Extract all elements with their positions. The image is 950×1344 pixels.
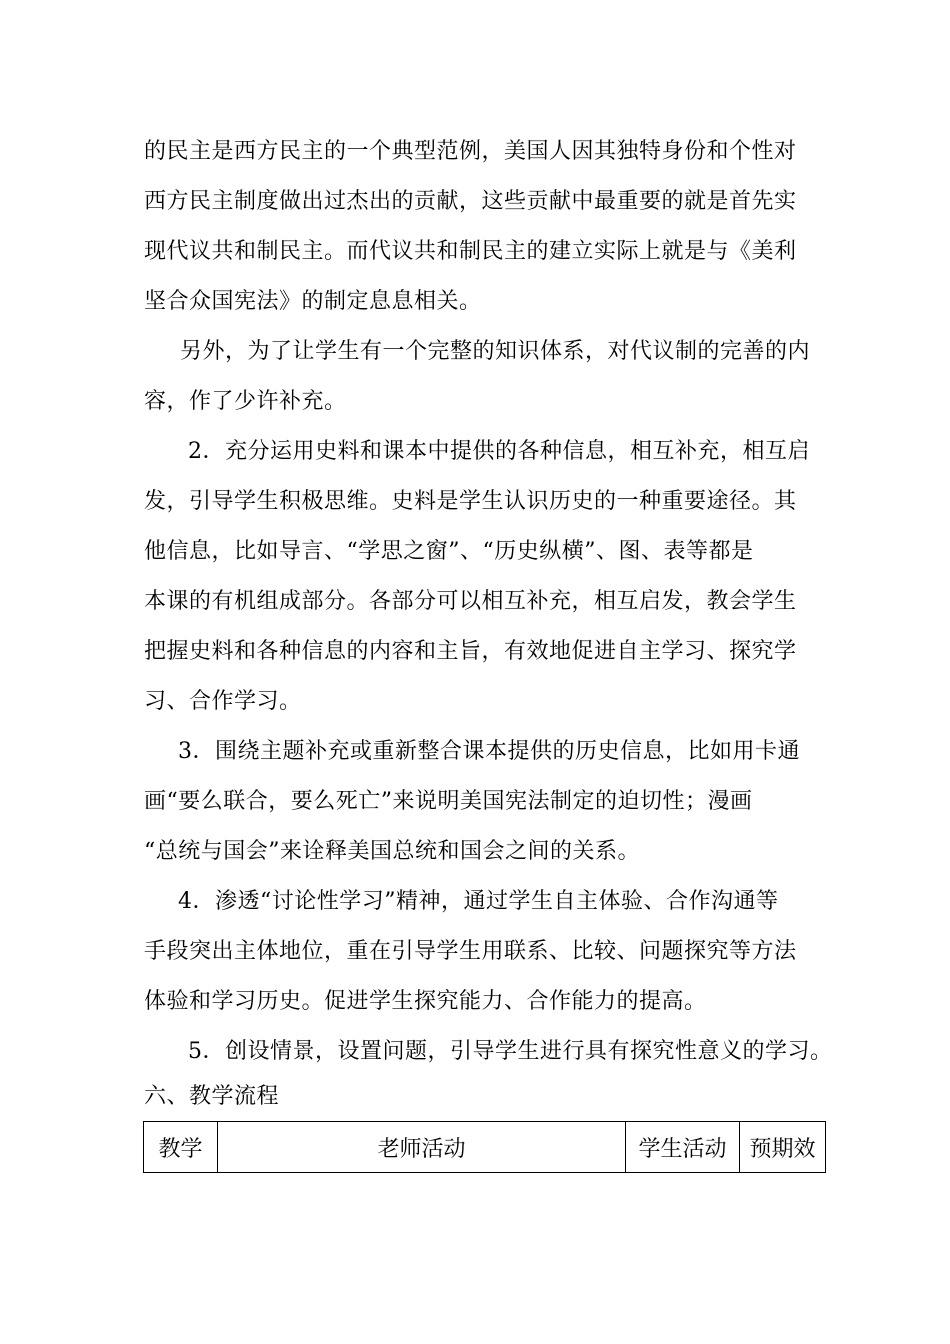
table-header-cell: 学生活动 — [626, 1122, 740, 1173]
text-line: 本课的有机组成部分。各部分可以相互补充，相互启发，教会学生 — [144, 589, 797, 614]
text-line: 体验和学习历史。促进学生探究能力、合作能力的提高。 — [144, 989, 707, 1014]
text-line: 手段突出主体地位，重在引导学生用联系、比较、问题探究等方法 — [144, 939, 797, 964]
text-line: 画“要么联合，要么死亡”来说明美国宪法制定的迫切性；漫画 — [144, 789, 753, 814]
text-line: 现代议共和制民主。而代议共和制民主的建立实际上就是与《美利 — [144, 239, 797, 264]
text-line: 西方民主制度做出过杰出的贡献，这些贡献中最重要的就是首先实 — [144, 189, 797, 214]
text-line: 坚合众国宪法》的制定息息相关。 — [144, 289, 482, 314]
text-line: 3．围绕主题补充或重新整合课本提供的历史信息，比如用卡通 — [178, 739, 800, 764]
table-header-cell: 教学 — [144, 1122, 218, 1173]
table-header-cell: 老师活动 — [218, 1122, 626, 1173]
table-header-cell: 预期效 — [740, 1122, 826, 1173]
text-line: 他信息，比如导言、“学思之窗”、“历史纵横”、图、表等都是 — [144, 539, 754, 564]
text-line: 另外，为了让学生有一个完整的知识体系，对代议制的完善的内 — [180, 339, 811, 364]
text-line: 5．创设情景，设置问题，引导学生进行具有探究性意义的学习。 — [188, 1039, 833, 1064]
text-line: 习、合作学习。 — [144, 689, 302, 714]
text-line: 容，作了少许补充。 — [144, 389, 347, 414]
table-header-row — [144, 1122, 826, 1173]
teaching-flow-table — [143, 1121, 826, 1173]
text-line: 2．充分运用史料和课本中提供的各种信息，相互补充，相互启 — [188, 439, 810, 464]
text-line: 把握史料和各种信息的内容和主旨，有效地促进自主学习、探究学 — [144, 639, 797, 664]
section-heading: 六、教学流程 — [144, 1084, 280, 1109]
text-line: 发，引导学生积极思维。史料是学生认识历史的一种重要途径。其 — [144, 489, 797, 514]
text-line: 的民主是西方民主的一个典型范例，美国人因其独特身份和个性对 — [144, 139, 797, 164]
text-line: 4．渗透“讨论性学习”精神，通过学生自主体验、合作沟通等 — [178, 889, 779, 914]
text-line: “总统与国会”来诠释美国总统和国会之间的关系。 — [144, 839, 640, 864]
